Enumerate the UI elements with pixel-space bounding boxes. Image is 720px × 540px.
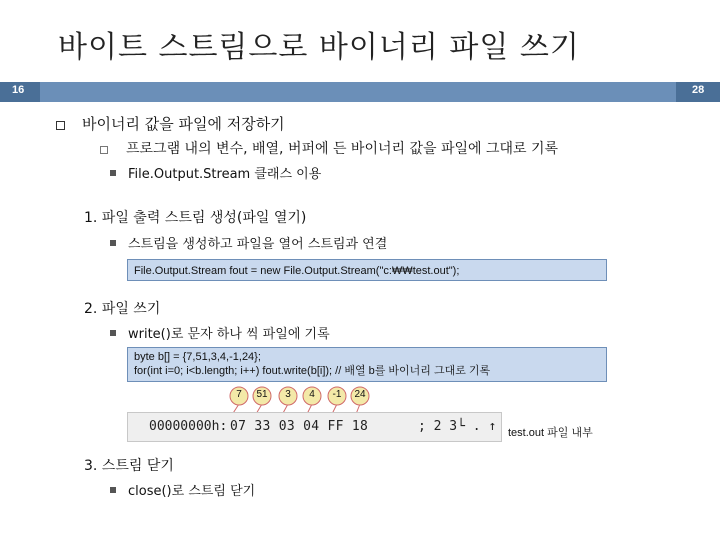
callout-label: 51	[256, 389, 268, 400]
callout-label: 4	[309, 389, 315, 400]
callout-label: 3	[285, 389, 291, 400]
step2-code-line1: byte b[] = {7,51,3,4,-1,24};	[134, 351, 261, 363]
step3-title: 3. 스트림 닫기	[84, 458, 174, 474]
sub-bullet-text: 프로그램 내의 변수, 배열, 버퍼에 든 바이너리 값을 파일에 그대로 기록	[126, 141, 559, 157]
step1-bullet: 스트림을 생성하고 파일을 열어 스트림과 연결	[128, 237, 388, 252]
page-number-left: 16	[12, 84, 25, 96]
hex-address: 00000000h:	[149, 419, 228, 434]
sub-sub-bullet-text: File.Output.Stream 클래스 이용	[128, 167, 322, 182]
callout-label: 7	[236, 389, 242, 400]
file-label: test.out 파일 내부	[508, 427, 593, 439]
callout-label: -1	[332, 389, 342, 400]
heading-text: 바이너리 값을 파일에 저장하기	[82, 115, 285, 133]
step1-title: 1. 파일 출력 스트림 생성(파일 열기)	[84, 210, 307, 226]
page-number-right: 28	[692, 84, 705, 96]
step2-bullet: write()로 문자 하나 씩 파일에 기록	[128, 327, 330, 342]
slide-title: 바이트 스트림으로 바이너리 파일 쓰기	[58, 30, 580, 65]
step2-title: 2. 파일 쓰기	[84, 301, 161, 317]
step1-code: File.Output.Stream fout = new File.Output.Stream("c:₩₩test.out");	[134, 265, 460, 277]
bullet-filled-icon	[110, 487, 116, 493]
hex-bytes: 07 33 03 04 FF 18	[230, 419, 369, 434]
step2-code-line2: for(int i=0; i<b.length; i++) fout.write(b[i]); // 배열 b를 바이너리 그대로 기록	[134, 365, 491, 377]
step3-bullet: close()로 스트림 닫기	[128, 484, 256, 499]
callout-label: 24	[354, 389, 366, 400]
hex-ascii: ; 2 3└ . ↑	[418, 419, 497, 434]
